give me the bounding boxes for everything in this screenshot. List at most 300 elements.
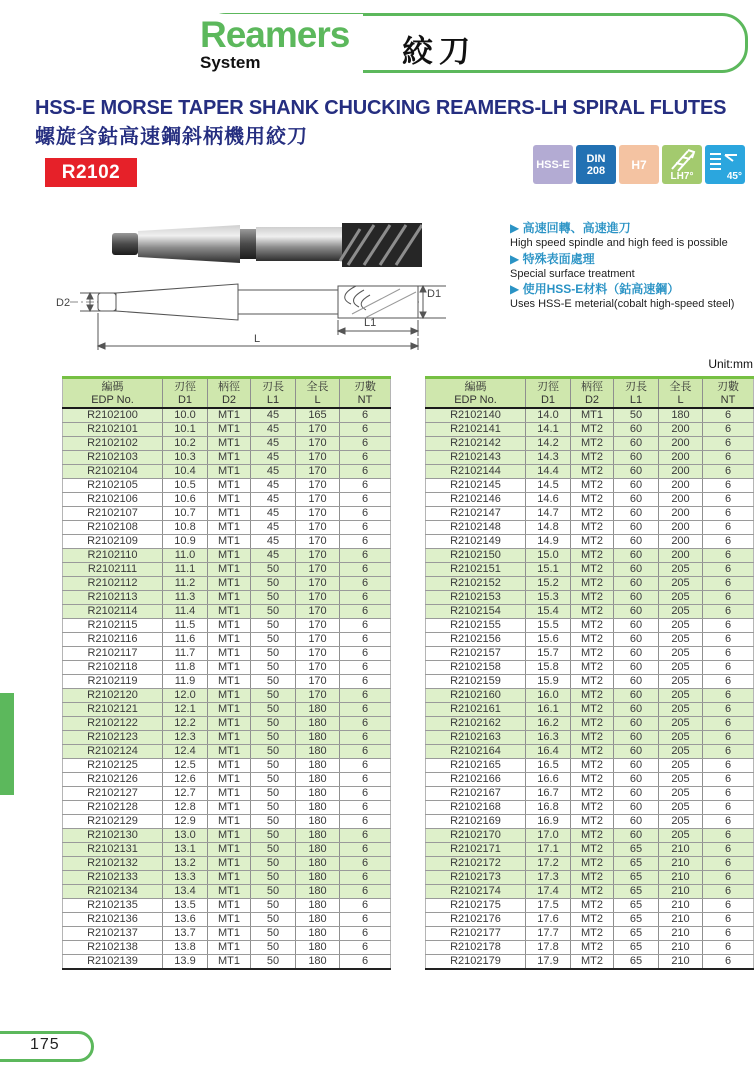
- table-cell: 60: [614, 563, 659, 577]
- table-row: [63, 927, 391, 941]
- table-row: [426, 913, 754, 927]
- table-cell: 12.8: [163, 801, 208, 815]
- badge-din-line2: 208: [586, 164, 606, 177]
- table-cell: 50: [251, 605, 296, 619]
- table-cell: R2102141: [426, 423, 526, 437]
- table-cell: 60: [614, 437, 659, 451]
- table-cell: 6: [703, 843, 754, 857]
- table-cell: MT2: [571, 647, 614, 661]
- table-cell: MT1: [208, 703, 251, 717]
- table-cell: R2102108: [63, 521, 163, 535]
- table-cell: 6: [703, 731, 754, 745]
- table-cell: 6: [340, 955, 391, 970]
- table-cell: R2102116: [63, 633, 163, 647]
- table-cell: 11.2: [163, 577, 208, 591]
- table-row: [63, 955, 391, 970]
- table-cell: R2102154: [426, 605, 526, 619]
- table-cell: 50: [251, 675, 296, 689]
- table-cell: MT1: [208, 787, 251, 801]
- table-cell: 6: [703, 941, 754, 955]
- table-cell: R2102121: [63, 703, 163, 717]
- table-cell: 6: [340, 829, 391, 843]
- table-cell: MT2: [571, 885, 614, 899]
- table-cell: R2102130: [63, 829, 163, 843]
- table-cell: 180: [296, 829, 340, 843]
- table-cell: 16.4: [526, 745, 571, 759]
- badge-din208: [576, 145, 616, 184]
- table-cell: 6: [340, 759, 391, 773]
- table-cell: R2102175: [426, 899, 526, 913]
- table-cell: 200: [659, 437, 703, 451]
- table-cell: 45: [251, 479, 296, 493]
- table-cell: 15.4: [526, 605, 571, 619]
- table-cell: 10.8: [163, 521, 208, 535]
- table-cell: 13.4: [163, 885, 208, 899]
- table-cell: R2102112: [63, 577, 163, 591]
- table-cell: 6: [703, 773, 754, 787]
- table-cell: 12.2: [163, 717, 208, 731]
- table-row: [426, 899, 754, 913]
- table-cell: 11.3: [163, 591, 208, 605]
- table-cell: MT1: [208, 913, 251, 927]
- table-cell: R2102151: [426, 563, 526, 577]
- table-cell: 50: [251, 759, 296, 773]
- dim-label-l1: L1: [364, 317, 377, 329]
- table-cell: 12.4: [163, 745, 208, 759]
- table-cell: R2102157: [426, 647, 526, 661]
- table-cell: 180: [296, 717, 340, 731]
- table-cell: 210: [659, 941, 703, 955]
- table-cell: 6: [703, 955, 754, 970]
- dim-label-d2: D2: [56, 297, 71, 309]
- table-cell: 12.9: [163, 815, 208, 829]
- table-cell: 200: [659, 465, 703, 479]
- table-cell: MT2: [571, 633, 614, 647]
- table-cell: 170: [296, 675, 340, 689]
- table-cell: 6: [703, 479, 754, 493]
- spec-badges: [533, 145, 745, 184]
- table-row: [426, 591, 754, 605]
- table-cell: R2102150: [426, 549, 526, 563]
- table-row: [426, 619, 754, 633]
- table-cell: 200: [659, 535, 703, 549]
- table-cell: 60: [614, 689, 659, 703]
- table-cell: R2102153: [426, 591, 526, 605]
- table-cell: 170: [296, 437, 340, 451]
- table-cell: 205: [659, 773, 703, 787]
- brand-title: Reamers: [200, 14, 350, 55]
- table-cell: 205: [659, 577, 703, 591]
- table-cell: 6: [703, 521, 754, 535]
- table-cell: R2102139: [63, 955, 163, 970]
- table-cell: 6: [703, 465, 754, 479]
- table-header-row: [426, 378, 754, 409]
- table-cell: 180: [296, 745, 340, 759]
- table-cell: 170: [296, 689, 340, 703]
- table-cell: 60: [614, 521, 659, 535]
- table-cell: R2102127: [63, 787, 163, 801]
- table-cell: R2102123: [63, 731, 163, 745]
- table-row: [426, 927, 754, 941]
- table-cell: 50: [251, 815, 296, 829]
- table-cell: 50: [251, 829, 296, 843]
- table-cell: 6: [703, 815, 754, 829]
- table-cell: 10.5: [163, 479, 208, 493]
- table-cell: 205: [659, 717, 703, 731]
- table-cell: R2102133: [63, 871, 163, 885]
- table-cell: 60: [614, 745, 659, 759]
- table-row: [63, 689, 391, 703]
- table-cell: 60: [614, 801, 659, 815]
- table-cell: 170: [296, 647, 340, 661]
- table-cell: MT2: [571, 577, 614, 591]
- table-cell: 6: [340, 787, 391, 801]
- product-title-zh: 螺旋含鈷高速鋼斜柄機用絞刀: [35, 126, 308, 148]
- table-cell: 170: [296, 577, 340, 591]
- table-cell: R2102173: [426, 871, 526, 885]
- table-cell: 180: [296, 927, 340, 941]
- table-cell: R2102156: [426, 633, 526, 647]
- table-cell: 6: [340, 577, 391, 591]
- table-cell: 60: [614, 661, 659, 675]
- table-cell: 10.3: [163, 451, 208, 465]
- table-cell: R2102135: [63, 899, 163, 913]
- table-row: [63, 493, 391, 507]
- table-cell: R2102168: [426, 801, 526, 815]
- table-row: [63, 647, 391, 661]
- table-row: [426, 633, 754, 647]
- brand-block: [196, 14, 363, 73]
- table-cell: 200: [659, 451, 703, 465]
- table-row: [63, 675, 391, 689]
- table-cell: 205: [659, 801, 703, 815]
- table-cell: 6: [703, 577, 754, 591]
- table-cell: R2102171: [426, 843, 526, 857]
- table-cell: 6: [703, 717, 754, 731]
- table-cell: 170: [296, 507, 340, 521]
- table-cell: 170: [296, 633, 340, 647]
- table-cell: 45: [251, 423, 296, 437]
- table-cell: 50: [251, 941, 296, 955]
- table-cell: 6: [703, 857, 754, 871]
- table-cell: MT2: [571, 857, 614, 871]
- table-cell: MT1: [208, 591, 251, 605]
- table-cell: 17.9: [526, 955, 571, 970]
- badge-lh7-label: LH7°: [670, 171, 694, 182]
- table-row: [426, 829, 754, 843]
- table-cell: 6: [703, 591, 754, 605]
- table-cell: 65: [614, 871, 659, 885]
- table-row: [426, 479, 754, 493]
- table-row: [426, 675, 754, 689]
- table-cell: 14.0: [526, 408, 571, 423]
- column-header: 刃數 NT: [340, 378, 391, 409]
- table-cell: MT1: [208, 437, 251, 451]
- table-cell: 6: [340, 941, 391, 955]
- table-cell: 60: [614, 465, 659, 479]
- table-cell: 16.0: [526, 689, 571, 703]
- table-cell: 50: [251, 801, 296, 815]
- table-cell: 13.8: [163, 941, 208, 955]
- badge-h7: [619, 145, 659, 184]
- table-cell: 6: [340, 605, 391, 619]
- table-cell: R2102152: [426, 577, 526, 591]
- table-cell: 6: [340, 563, 391, 577]
- table-cell: R2102131: [63, 843, 163, 857]
- table-row: [63, 408, 391, 423]
- table-cell: R2102125: [63, 759, 163, 773]
- table-cell: 65: [614, 913, 659, 927]
- column-header: 全長 L: [659, 378, 703, 409]
- table-cell: MT1: [208, 535, 251, 549]
- table-cell: 6: [340, 647, 391, 661]
- table-row: [63, 885, 391, 899]
- table-row: [63, 535, 391, 549]
- table-cell: MT1: [208, 815, 251, 829]
- table-cell: 50: [251, 563, 296, 577]
- table-cell: 6: [703, 493, 754, 507]
- table-cell: MT2: [571, 745, 614, 759]
- table-cell: 14.1: [526, 423, 571, 437]
- table-cell: 6: [340, 675, 391, 689]
- table-cell: R2102107: [63, 507, 163, 521]
- table-cell: R2102110: [63, 549, 163, 563]
- column-header: 編碼 EDP No.: [63, 378, 163, 409]
- table-cell: 10.2: [163, 437, 208, 451]
- table-cell: R2102115: [63, 619, 163, 633]
- table-cell: 210: [659, 899, 703, 913]
- table-cell: 170: [296, 549, 340, 563]
- table-cell: 60: [614, 633, 659, 647]
- table-cell: 14.4: [526, 465, 571, 479]
- table-cell: 180: [296, 871, 340, 885]
- brand-subtitle: System: [200, 53, 261, 72]
- table-cell: 205: [659, 675, 703, 689]
- table-cell: 50: [251, 745, 296, 759]
- spec-table-right: [425, 376, 754, 970]
- table-cell: 17.8: [526, 941, 571, 955]
- table-cell: 210: [659, 955, 703, 970]
- table-row: [63, 731, 391, 745]
- table-cell: 50: [251, 899, 296, 913]
- table-cell: 210: [659, 843, 703, 857]
- table-cell: 15.7: [526, 647, 571, 661]
- table-cell: MT1: [208, 647, 251, 661]
- table-cell: R2102149: [426, 535, 526, 549]
- table-cell: 15.8: [526, 661, 571, 675]
- table-cell: R2102101: [63, 423, 163, 437]
- table-cell: 13.0: [163, 829, 208, 843]
- table-cell: 12.6: [163, 773, 208, 787]
- table-cell: 45: [251, 521, 296, 535]
- table-cell: MT1: [208, 633, 251, 647]
- table-cell: 170: [296, 521, 340, 535]
- table-row: [63, 815, 391, 829]
- table-row: [426, 871, 754, 885]
- table-cell: MT1: [208, 941, 251, 955]
- table-row: [63, 759, 391, 773]
- table-cell: 170: [296, 619, 340, 633]
- table-cell: 6: [340, 591, 391, 605]
- table-cell: 6: [703, 437, 754, 451]
- badge-h7-label: H7: [631, 157, 647, 172]
- table-cell: 17.2: [526, 857, 571, 871]
- table-cell: 14.6: [526, 493, 571, 507]
- header-title-zh: 絞刀: [402, 34, 476, 69]
- table-row: [426, 451, 754, 465]
- table-cell: 16.7: [526, 787, 571, 801]
- table-cell: MT1: [208, 871, 251, 885]
- table-row: [426, 941, 754, 955]
- table-cell: MT1: [208, 577, 251, 591]
- table-cell: 12.5: [163, 759, 208, 773]
- table-cell: 11.7: [163, 647, 208, 661]
- table-cell: 60: [614, 675, 659, 689]
- table-cell: 170: [296, 451, 340, 465]
- table-cell: R2102109: [63, 535, 163, 549]
- table-cell: 11.0: [163, 549, 208, 563]
- table-cell: R2102120: [63, 689, 163, 703]
- table-cell: MT1: [208, 549, 251, 563]
- dim-label-l: L: [254, 333, 261, 345]
- table-cell: 6: [703, 899, 754, 913]
- table-cell: 6: [340, 493, 391, 507]
- table-cell: 6: [703, 423, 754, 437]
- table-cell: MT1: [208, 717, 251, 731]
- table-cell: 205: [659, 591, 703, 605]
- column-header: 刃徑 D1: [526, 378, 571, 409]
- table-header-row: [63, 378, 391, 409]
- table-cell: 17.1: [526, 843, 571, 857]
- table-row: [63, 773, 391, 787]
- table-cell: 50: [251, 577, 296, 591]
- table-cell: R2102158: [426, 661, 526, 675]
- table-cell: 6: [703, 451, 754, 465]
- table-cell: 15.6: [526, 633, 571, 647]
- table-cell: 6: [703, 619, 754, 633]
- table-cell: 6: [340, 927, 391, 941]
- table-cell: 11.8: [163, 661, 208, 675]
- column-header: 刃長 L1: [614, 378, 659, 409]
- table-cell: MT2: [571, 661, 614, 675]
- table-cell: 45: [251, 465, 296, 479]
- table-cell: 14.8: [526, 521, 571, 535]
- table-cell: MT1: [208, 661, 251, 675]
- table-cell: R2102167: [426, 787, 526, 801]
- table-cell: 17.7: [526, 927, 571, 941]
- feature-zh: ▶ 特殊表面處理: [510, 251, 595, 266]
- table-cell: 180: [296, 885, 340, 899]
- table-cell: 170: [296, 591, 340, 605]
- table-cell: 13.5: [163, 899, 208, 913]
- table-cell: MT2: [571, 773, 614, 787]
- table-cell: MT2: [571, 675, 614, 689]
- table-cell: 205: [659, 759, 703, 773]
- section-index-tab: [0, 693, 14, 795]
- table-cell: R2102102: [63, 437, 163, 451]
- table-cell: MT1: [208, 408, 251, 423]
- table-cell: 205: [659, 703, 703, 717]
- table-cell: 60: [614, 507, 659, 521]
- table-cell: 6: [340, 801, 391, 815]
- table-cell: R2102179: [426, 955, 526, 970]
- table-row: [426, 703, 754, 717]
- table-cell: 50: [251, 633, 296, 647]
- table-cell: 6: [340, 633, 391, 647]
- table-cell: MT1: [208, 689, 251, 703]
- table-cell: 60: [614, 591, 659, 605]
- table-cell: 205: [659, 689, 703, 703]
- table-cell: 6: [703, 885, 754, 899]
- table-cell: R2102117: [63, 647, 163, 661]
- table-cell: 6: [703, 507, 754, 521]
- page-number: 175: [30, 1036, 60, 1053]
- table-cell: 16.1: [526, 703, 571, 717]
- table-cell: R2102129: [63, 815, 163, 829]
- feature-zh: ▶ 高速回轉、高速進刀: [510, 221, 631, 235]
- column-header: 刃數 NT: [703, 378, 754, 409]
- table-row: [426, 577, 754, 591]
- table-row: [63, 437, 391, 451]
- table-row: [426, 787, 754, 801]
- badge-hsse-label: HSS-E: [536, 158, 570, 171]
- table-cell: 6: [340, 619, 391, 633]
- table-cell: 60: [614, 829, 659, 843]
- table-cell: 60: [614, 493, 659, 507]
- table-row: [63, 465, 391, 479]
- table-cell: 15.5: [526, 619, 571, 633]
- table-row: [63, 843, 391, 857]
- table-cell: 210: [659, 927, 703, 941]
- table-cell: 180: [296, 815, 340, 829]
- table-cell: 50: [251, 647, 296, 661]
- table-cell: 200: [659, 507, 703, 521]
- table-row: [63, 913, 391, 927]
- table-row: [63, 871, 391, 885]
- table-cell: MT1: [208, 605, 251, 619]
- table-cell: 60: [614, 577, 659, 591]
- table-cell: 205: [659, 731, 703, 745]
- table-cell: 50: [251, 703, 296, 717]
- table-cell: 6: [340, 717, 391, 731]
- table-cell: R2102162: [426, 717, 526, 731]
- table-cell: MT1: [208, 745, 251, 759]
- table-cell: 6: [703, 787, 754, 801]
- table-cell: 6: [340, 703, 391, 717]
- table-cell: R2102178: [426, 941, 526, 955]
- table-cell: 15.9: [526, 675, 571, 689]
- table-cell: MT1: [208, 423, 251, 437]
- table-cell: MT1: [208, 451, 251, 465]
- table-cell: 12.0: [163, 689, 208, 703]
- table-cell: 6: [340, 857, 391, 871]
- table-row: [426, 437, 754, 451]
- table-row: [63, 619, 391, 633]
- table-cell: 6: [340, 885, 391, 899]
- table-cell: 50: [251, 731, 296, 745]
- table-cell: 50: [251, 857, 296, 871]
- table-cell: R2102177: [426, 927, 526, 941]
- feature-en: High speed spindle and high feed is possible: [510, 237, 728, 249]
- table-cell: 10.9: [163, 535, 208, 549]
- table-cell: 50: [251, 689, 296, 703]
- table-row: [426, 815, 754, 829]
- table-row: [426, 955, 754, 970]
- table-row: [426, 521, 754, 535]
- table-cell: 6: [340, 745, 391, 759]
- table-cell: 60: [614, 549, 659, 563]
- column-header: 刃徑 D1: [163, 378, 208, 409]
